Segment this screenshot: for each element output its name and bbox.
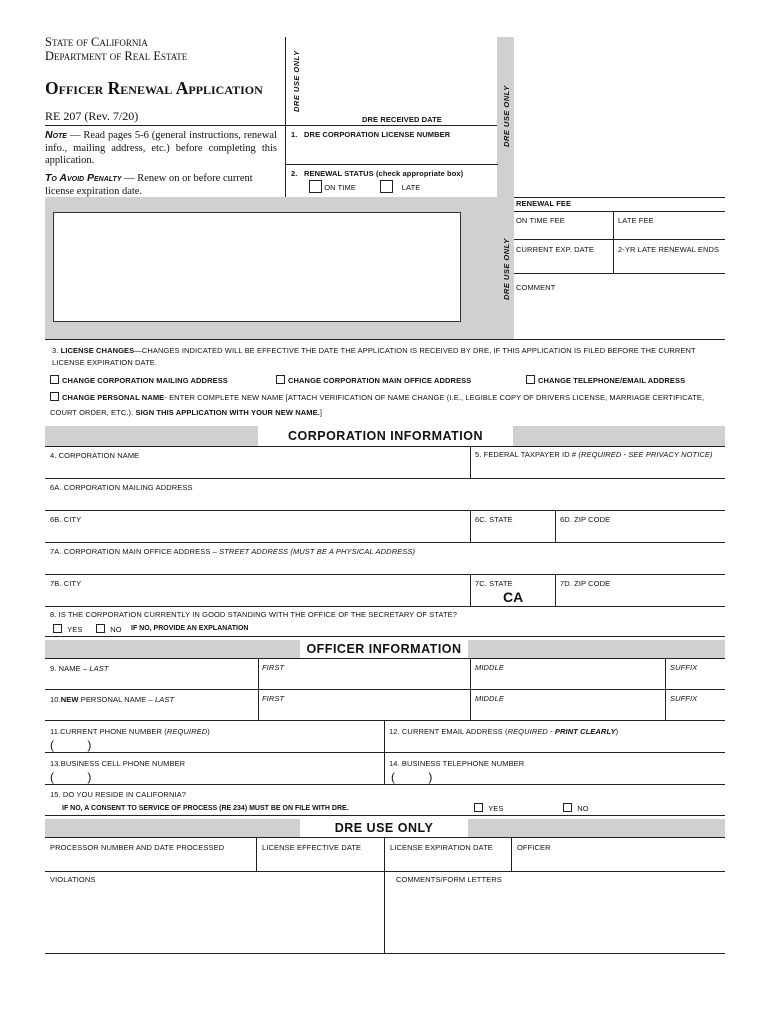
reside-yes-option[interactable]: YES <box>474 803 504 813</box>
officer-suffix-label: SUFFIX <box>670 663 698 672</box>
dre-use-heading: DRE USE ONLY <box>300 819 468 837</box>
main-office-address-input[interactable] <box>46 556 724 574</box>
state-name: State of California <box>45 35 148 49</box>
explanation-label: IF NO, PROVIDE AN EXPLANATION <box>131 625 249 632</box>
mailing-zip-input[interactable] <box>556 524 724 542</box>
good-standing-label: 8. IS THE CORPORATION CURRENTLY IN GOOD STANDING WITH THE OFFICE OF THE SECRETARY OF STATE? <box>50 610 458 619</box>
business-phone-label: 14. BUSINESS TELEPHONE NUMBER <box>389 759 525 768</box>
renewal-fee-label: RENEWAL FEE <box>516 199 572 208</box>
current-email-input[interactable] <box>386 737 724 752</box>
consent-note: IF NO, A CONSENT TO SERVICE OF PROCESS (RE 234) MUST BE ON FILE WITH DRE. <box>62 805 349 812</box>
mailing-address-input[interactable] <box>46 492 724 510</box>
officer-suffix-input[interactable] <box>666 673 724 689</box>
dre-use-only-vertical-1: DRE USE ONLY <box>292 50 301 112</box>
good-standing-no[interactable]: NO <box>96 624 122 634</box>
department-name: Department of Real Estate <box>45 49 188 63</box>
corp-name-input[interactable] <box>46 460 469 478</box>
office-state-value: CA <box>503 589 524 605</box>
late-renewal-ends-label: 2-YR LATE RENEWAL ENDS <box>618 245 720 254</box>
reside-no-checkbox[interactable] <box>563 803 572 812</box>
form-title: Officer Renewal Application <box>45 78 263 98</box>
late-fee-label: LATE FEE <box>618 216 654 225</box>
good-standing-yes[interactable]: YES <box>53 624 83 634</box>
new-last-name-input[interactable] <box>46 704 257 720</box>
officer-first-name-input[interactable] <box>259 673 469 689</box>
dre-received-date-label: DRE RECEIVED DATE <box>362 115 442 124</box>
taxpayer-id-input[interactable] <box>471 460 724 478</box>
dre-use-only-vertical-2: DRE USE ONLY <box>502 85 511 147</box>
current-email-label: 12. CURRENT EMAIL ADDRESS (REQUIRED - PRINT CLEARLY) <box>389 727 619 736</box>
name-label-box[interactable] <box>53 212 461 322</box>
change-telephone-option[interactable]: CHANGE TELEPHONE/EMAIL ADDRESS <box>526 375 685 385</box>
new-name-last-label: 10.NEW PERSONAL NAME – LAST <box>50 695 175 704</box>
processor-label: PROCESSOR NUMBER AND DATE PROCESSED <box>50 843 225 852</box>
officer-label: OFFICER <box>517 843 551 852</box>
on-time-checkbox[interactable] <box>309 180 322 193</box>
license-effective-date-label: LICENSE EFFECTIVE DATE <box>262 843 362 852</box>
taxpayer-id-label: 5. FEDERAL TAXPAYER ID # (REQUIRED - SEE PRIVACY NOTICE) <box>475 450 713 459</box>
field-2-label: 2. RENEWAL STATUS (check appropriate box) <box>291 169 464 178</box>
new-first-name-input[interactable] <box>259 704 469 720</box>
good-standing-yes-checkbox[interactable] <box>53 624 62 633</box>
license-number-input[interactable] <box>287 142 495 162</box>
change-mailing-option[interactable]: CHANGE CORPORATION MAILING ADDRESS <box>50 375 228 385</box>
note-label: Note <box>45 129 67 141</box>
officer-first-name-label: FIRST <box>262 663 285 672</box>
reside-yes-checkbox[interactable] <box>474 803 483 812</box>
change-mailing-checkbox[interactable] <box>50 375 59 384</box>
office-city-input[interactable] <box>46 588 469 606</box>
reside-no-option[interactable]: NO <box>563 803 589 813</box>
main-office-address-label: 7A. CORPORATION MAIN OFFICE ADDRESS – STREET ADDRESS (MUST BE A PHYSICAL ADDRESS) <box>50 547 416 556</box>
change-name-checkbox[interactable] <box>50 392 59 401</box>
license-changes-label: LICENSE CHANGES <box>60 346 135 355</box>
current-phone-area-code[interactable]: ( ) <box>50 738 92 752</box>
mailing-city-input[interactable] <box>46 524 469 542</box>
new-first-name-label: FIRST <box>262 694 285 703</box>
current-exp-date-label: CURRENT EXP. DATE <box>516 245 594 254</box>
new-suffix-input[interactable] <box>666 704 724 720</box>
officer-middle-name-input[interactable] <box>471 673 664 689</box>
new-middle-name-input[interactable] <box>471 704 664 720</box>
office-zip-input[interactable] <box>556 588 724 606</box>
received-date-left-border <box>285 37 286 197</box>
office-zip-label: 7D. ZIP CODE <box>560 579 611 588</box>
penalty-label: To Avoid Penalty <box>45 172 122 184</box>
new-middle-name-label: MIDDLE <box>475 694 504 703</box>
corp-name-label: 4. CORPORATION NAME <box>50 451 140 460</box>
late-option[interactable]: LATE <box>380 180 420 193</box>
comments-form-letters-label: COMMENTS/FORM LETTERS <box>396 875 502 884</box>
license-expiration-date-label: LICENSE EXPIRATION DATE <box>390 843 493 852</box>
new-suffix-label: SUFFIX <box>670 694 698 703</box>
officer-last-name-label: 9. NAME – LAST <box>50 664 109 673</box>
change-main-office-option[interactable]: CHANGE CORPORATION MAIN OFFICE ADDRESS <box>276 375 471 385</box>
mailing-zip-label: 6D. ZIP CODE <box>560 515 611 524</box>
mailing-state-label: 6C. STATE <box>475 515 513 524</box>
mailing-state-input[interactable] <box>471 524 554 542</box>
reside-california-label: 15. DO YOU RESIDE IN CALIFORNIA? <box>50 790 187 799</box>
officer-last-name-input[interactable] <box>46 673 257 689</box>
penalty-text: To Avoid Penalty — Renew on or before current license expiration date. <box>45 172 253 197</box>
change-name-option[interactable]: CHANGE PERSONAL NAME- ENTER COMPLETE NEW NAME [ATTACH VERIFICATION OF NAME CHANGE (I.E., LEGIBLE COPY OF DRIVERS LICENSE, MARRIAGE CERTIFICATE, COURT ORDER, ETC.). SIGN THIS APPLICATION WITH YOUR NEW NAME.] <box>50 393 705 417</box>
officer-info-heading: OFFICER INFORMATION <box>300 640 468 658</box>
note-text: Note — Read pages 5-6 (general instructions, renewal info., mailing address, etc.) before completing this application. <box>45 129 277 166</box>
violations-label: VIOLATIONS <box>50 875 96 884</box>
late-checkbox[interactable] <box>380 180 393 193</box>
on-time-fee-label: ON TIME FEE <box>516 216 565 225</box>
field-1-label: 1. DRE CORPORATION LICENSE NUMBER <box>291 130 451 139</box>
corporation-info-heading: CORPORATION INFORMATION <box>258 426 513 446</box>
officer-middle-name-label: MIDDLE <box>475 663 504 672</box>
good-standing-no-checkbox[interactable] <box>96 624 105 633</box>
comment-label: COMMENT <box>516 283 556 292</box>
cell-phone-label: 13.BUSINESS CELL PHONE NUMBER <box>50 759 186 768</box>
change-telephone-checkbox[interactable] <box>526 375 535 384</box>
dre-use-only-vertical-3: DRE USE ONLY <box>502 238 511 300</box>
on-time-option[interactable]: ON TIME <box>309 180 356 193</box>
form-number: RE 207 (Rev. 7/20) <box>45 109 139 123</box>
mailing-address-label: 6A. CORPORATION MAILING ADDRESS <box>50 483 193 492</box>
explanation-input[interactable] <box>266 620 724 636</box>
business-phone-area-code[interactable]: ( ) <box>391 770 433 784</box>
current-phone-label: 11.CURRENT PHONE NUMBER (REQUIRED) <box>50 727 210 736</box>
mailing-city-label: 6B. CITY <box>50 515 82 524</box>
cell-phone-area-code[interactable]: ( ) <box>50 770 92 784</box>
header-rule <box>45 125 285 126</box>
office-state-label: 7C. STATE <box>475 579 513 588</box>
office-city-label: 7B. CITY <box>50 579 82 588</box>
license-changes-text: 3. LICENSE CHANGES—CHANGES INDICATED WILL BE EFFECTIVE THE DATE THE APPLICATION IS RECEIVED BY DRE, IF THIS APPLICATION IS FILED BEFORE THE CURRENT LICENSE EXPIRATION DATE. <box>52 346 696 367</box>
change-main-office-checkbox[interactable] <box>276 375 285 384</box>
